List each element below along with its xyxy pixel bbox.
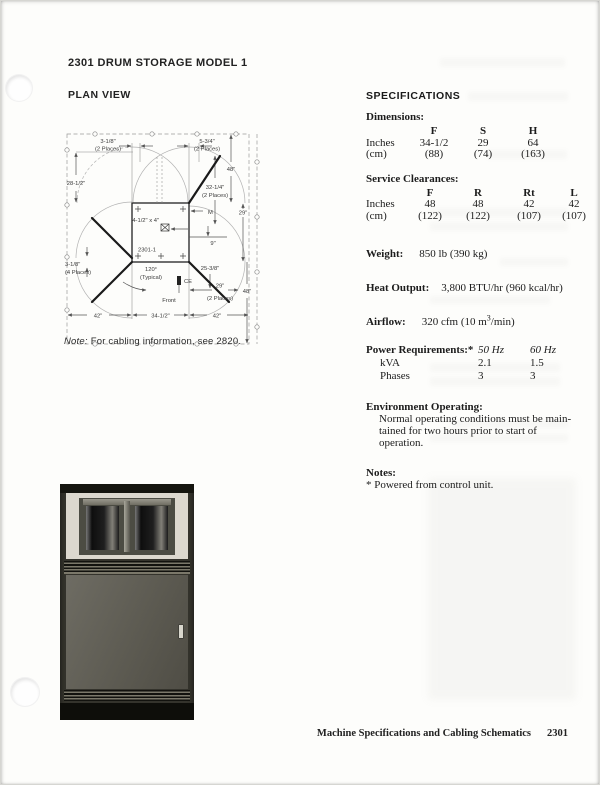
dim-label: 32-1/4" xyxy=(205,185,225,191)
table-cell: (74) xyxy=(473,148,493,160)
door-handle xyxy=(179,625,183,638)
angle-label: 120° xyxy=(145,267,157,273)
heat-output-label: Heat Output: xyxy=(366,282,430,294)
column-header: L xyxy=(570,186,578,199)
notes-heading: Notes: xyxy=(366,467,396,479)
environment-text-line: tained for two hours prior to start of operation. xyxy=(379,425,537,449)
dim-label: 29" xyxy=(215,283,225,290)
note-item: * Powered from control unit. xyxy=(366,479,494,491)
table-cell: 29 xyxy=(477,136,489,149)
page-title: 2301 DRUM STORAGE MODEL 1 xyxy=(68,57,248,69)
dim-label: 48" xyxy=(242,289,252,295)
row-label: (cm) xyxy=(366,148,387,160)
dim-label: 42" xyxy=(212,313,222,320)
table-cell: (122) xyxy=(466,209,490,222)
dim-label: 48" xyxy=(226,167,236,173)
column-header: F xyxy=(426,186,434,199)
airflow-value: 320 cfm (10 $m^3/\min$) xyxy=(421,313,515,328)
unit-photograph xyxy=(58,484,196,720)
table-cell: 42 xyxy=(523,198,535,210)
ce-label: CE xyxy=(184,279,193,285)
page-footer xyxy=(200,728,568,739)
dim-label: 25-3/8" xyxy=(200,266,220,272)
table-cell: (107) xyxy=(517,209,541,222)
table-cell: (163) xyxy=(521,148,545,160)
table-cell: (107) xyxy=(562,209,586,222)
cabinet-upper-panel xyxy=(66,493,188,559)
bleedthrough-artifact xyxy=(440,58,565,67)
dim-label: 28-1/2" xyxy=(66,181,86,187)
table-cell: (122) xyxy=(418,209,442,222)
dim-label: 5-3/4" xyxy=(199,139,215,145)
drum-cylinder-left xyxy=(86,506,119,550)
power-requirements-label: Power Requirements:* xyxy=(366,344,474,356)
table-cell: 42 xyxy=(568,198,580,210)
table-cell: 3 xyxy=(530,370,536,382)
m-label: M xyxy=(208,210,213,216)
weight-row xyxy=(366,248,580,260)
airflow-label: Airflow: xyxy=(366,316,406,328)
cabinet-vent-grille-upper xyxy=(64,561,190,574)
row-label: (cm) xyxy=(366,209,387,222)
table-cell: 48 xyxy=(472,198,484,210)
bleedthrough-artifact xyxy=(468,92,568,101)
plan-view-heading: PLAN VIEW xyxy=(68,89,131,101)
service-clearances-heading: Service Clearances: xyxy=(366,172,459,185)
airflow-row xyxy=(366,313,580,328)
heat-output-value: 3,800 BTU/hr (960 kcal/hr) xyxy=(441,282,563,294)
dimensions-table xyxy=(366,126,580,161)
cabling-note xyxy=(64,336,241,347)
dim-label: 34-1/2" xyxy=(151,313,170,320)
cutout-label: 4-1/2" x 4" xyxy=(132,218,159,224)
drum-mechanism-image xyxy=(79,498,175,555)
environment-section xyxy=(366,401,580,449)
heat-output-row xyxy=(366,282,580,294)
column-header: H xyxy=(528,125,538,137)
dim-label: 9" xyxy=(210,241,216,247)
punch-hole-bottom xyxy=(10,677,40,707)
cabinet-body xyxy=(60,484,194,720)
footer-text: Machine Specifications and Cabling Schematics xyxy=(316,728,531,739)
bleedthrough-artifact xyxy=(428,478,576,700)
dim-label: 29" xyxy=(238,210,248,217)
cabinet-door xyxy=(66,575,188,689)
row-label: kVA xyxy=(380,357,400,369)
dim-label: (4 Places) xyxy=(65,270,92,276)
specifications-section xyxy=(366,111,586,491)
table-cell: 2.1 xyxy=(478,357,492,369)
row-label: Phases xyxy=(380,370,410,382)
dim-label: 42" xyxy=(93,313,103,320)
specifications-heading: SPECIFICATIONS xyxy=(366,90,461,102)
row-label: Inches xyxy=(366,198,395,210)
column-header: R xyxy=(474,186,482,199)
row-label: Inches xyxy=(366,136,395,149)
table-cell: 34-1/2 xyxy=(419,136,449,149)
unit-label: 2301-1 xyxy=(137,247,157,254)
note-prefix: Note: xyxy=(64,336,88,347)
dim-label: 3-1/8" xyxy=(65,262,81,268)
table-cell: (88) xyxy=(424,148,444,160)
column-header: Rt xyxy=(523,186,535,199)
dim-label: (2 Places) xyxy=(206,296,234,302)
cabinet-base xyxy=(60,703,194,720)
front-label: Front xyxy=(162,298,176,304)
punch-hole-top xyxy=(5,74,33,102)
table-cell xyxy=(366,126,408,138)
page-number: 2301 xyxy=(547,728,568,739)
dim-label: 3-1/8" xyxy=(100,139,116,145)
column-header: 50 Hz xyxy=(478,344,504,356)
airflow-exponent: 3 xyxy=(486,313,491,323)
table-cell: 64 xyxy=(527,136,539,149)
plan-view-diagram xyxy=(57,112,267,358)
column-header: S xyxy=(479,125,487,137)
power-requirements-table xyxy=(366,344,580,383)
weight-label: Weight: xyxy=(366,248,404,260)
dim-label: (2 Places) xyxy=(201,193,229,199)
angle-sub-label: (Typical) xyxy=(140,275,162,281)
cabinet-vent-grille-lower xyxy=(64,690,190,701)
column-header: 60 Hz xyxy=(530,344,556,356)
drum-cylinder-right xyxy=(135,506,168,550)
dimensions-heading: Dimensions: xyxy=(366,111,425,123)
service-clearances-table xyxy=(366,186,586,223)
column-header: F xyxy=(430,125,438,137)
dim-label: (2 Places) xyxy=(94,146,122,153)
environment-text-line: Normal operating conditions must be main- xyxy=(379,413,572,425)
environment-heading: Environment Operating: xyxy=(366,401,483,413)
table-cell: 48 xyxy=(424,198,436,210)
dim-label: (2 Places) xyxy=(193,146,221,153)
cabinet-top-cap xyxy=(60,484,194,493)
table-cell: 1.5 xyxy=(530,357,544,369)
notes-section xyxy=(366,467,580,491)
note-text: For cabling information, see 2820. xyxy=(90,336,242,347)
weight-value: 850 lb (390 kg) xyxy=(419,248,488,260)
drum-center-shaft xyxy=(124,501,130,552)
table-cell: 3 xyxy=(478,370,484,382)
